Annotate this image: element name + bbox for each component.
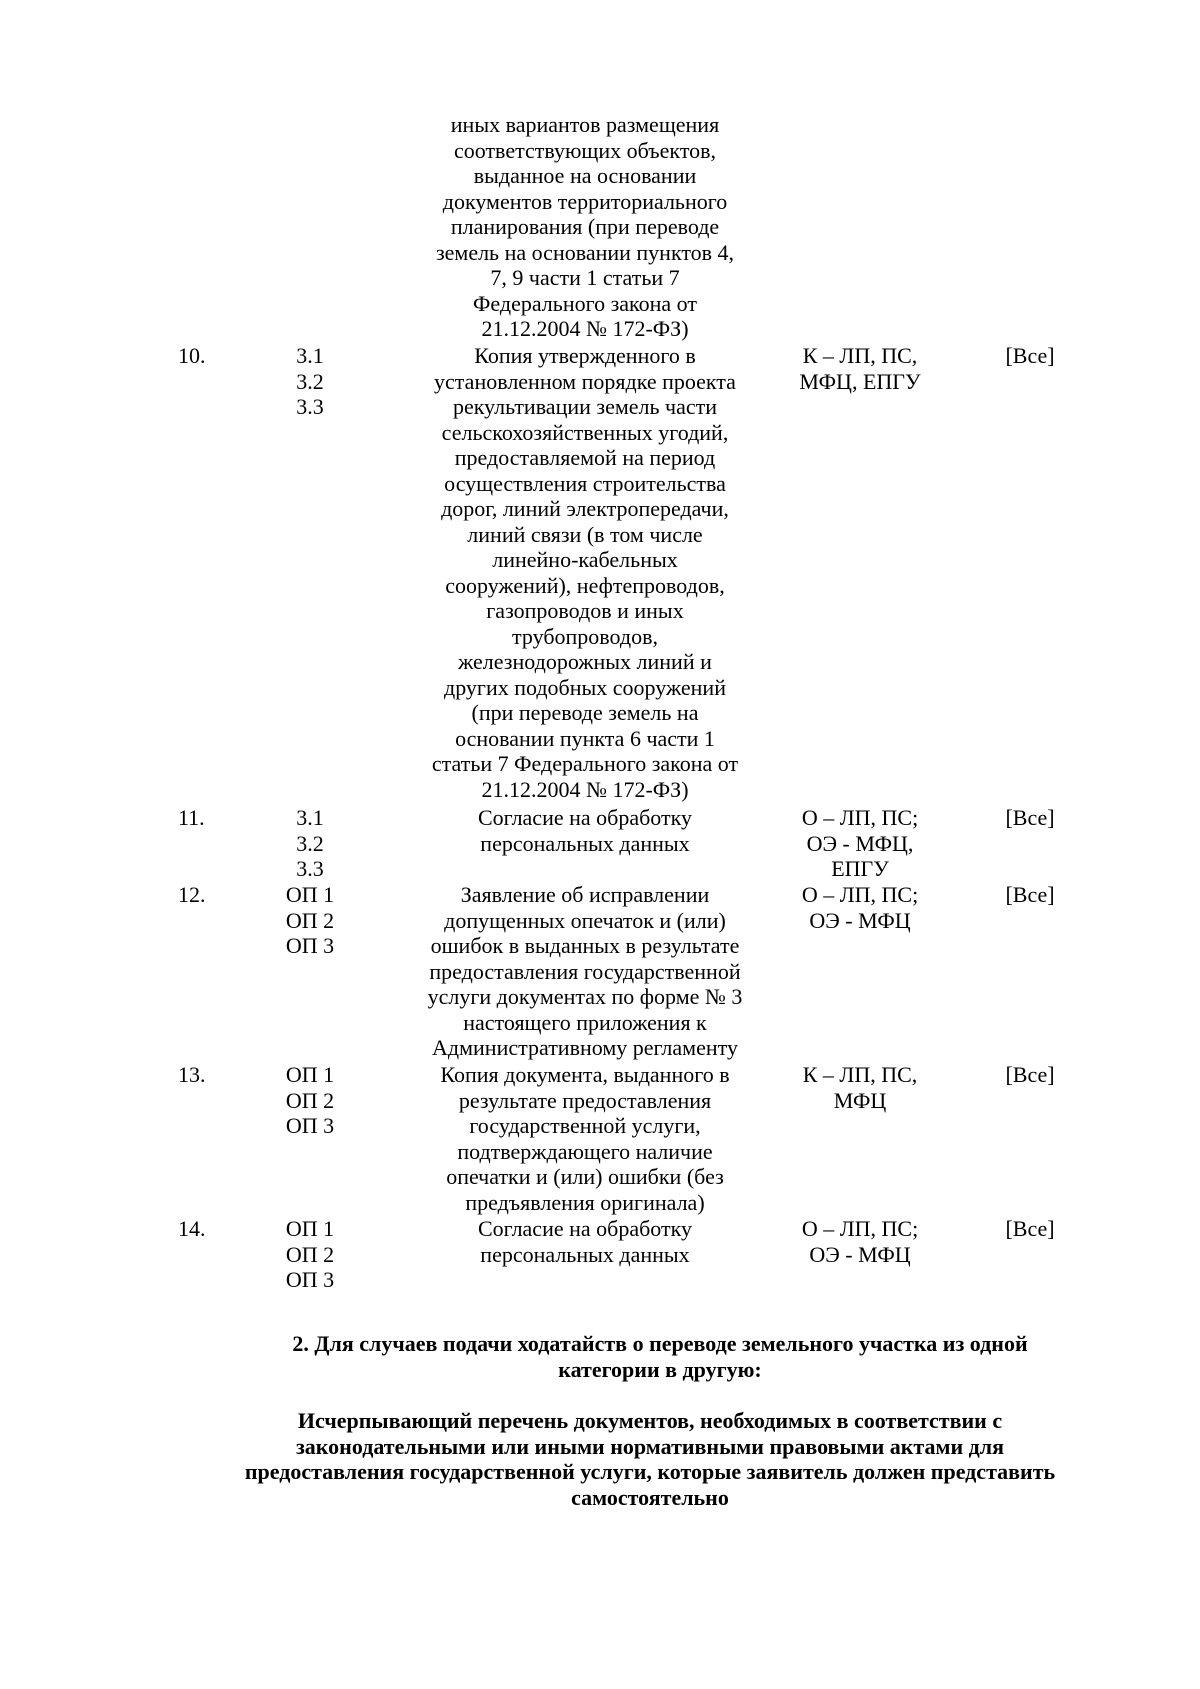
row-category: [Все]: [1005, 1216, 1055, 1241]
row-number: 13.: [178, 1062, 206, 1087]
row-codes: ОП 1 ОП 2 ОП 3: [285, 1216, 335, 1292]
row-codes: 3.1 3.2 3.3: [296, 805, 324, 881]
row-codes: 3.1 3.2 3.3: [296, 343, 324, 419]
row-submission-form: О – ЛП, ПС; ОЭ - МФЦ: [801, 882, 919, 933]
section-subheading: Исчерпывающий перечень документов, необходимых в соответствии с законодательными или иными нормативными правовыми актами для предоставления государственной услуги, которые заявитель должен представить самостоятельно: [244, 1408, 1056, 1510]
row-number: 11.: [178, 805, 205, 830]
row-number: 12.: [178, 882, 206, 907]
row-submission-form: О – ЛП, ПС; ОЭ - МФЦ, ЕПГУ: [801, 805, 919, 881]
row-document: Заявление об исправлении допущенных опечаток и (или) ошибок в выданных в результате предоставления государственной услуги документах по форме № 3 настоящего приложения к Административному регламенту: [427, 882, 743, 1060]
row-codes: ОП 1 ОП 2 ОП 3: [285, 882, 335, 958]
row-document: Согласие на обработку персональных данных: [477, 805, 693, 856]
continuation-text: иных вариантов размещения соответствующих объектов, выданное на основании документов территориального планирования (при переводе земель на основании пунктов 4, 7, 9 части 1 статьи 7 Федерального закона от 21.12.2004 № 172-ФЗ): [435, 112, 735, 341]
section-heading: 2. Для случаев подачи ходатайств о переводе земельного участка из одной категории в другую:: [292, 1331, 1028, 1382]
row-codes: ОП 1 ОП 2 ОП 3: [285, 1062, 335, 1138]
row-category: [Все]: [1005, 343, 1055, 368]
row-category: [Все]: [1005, 882, 1055, 907]
row-document: Согласие на обработку персональных данных: [477, 1216, 693, 1267]
row-document: Копия документа, выданного в результате предоставления государственной услуги, подтверждающего наличие опечатки и (или) ошибки (без предъявления оригинала): [440, 1062, 730, 1215]
row-submission-form: О – ЛП, ПС; ОЭ - МФЦ: [801, 1216, 919, 1267]
row-number: 10.: [178, 343, 206, 368]
row-submission-form: К – ЛП, ПС, МФЦ, ЕПГУ: [799, 343, 921, 394]
row-number: 14.: [178, 1216, 206, 1241]
row-category: [Все]: [1005, 805, 1055, 830]
row-document: Копия утвержденного в установленном порядке проекта рекультивации земель части сельскохозяйственных угодий, предоставляемой на период осуществления строительства дорог, линий электропередачи, линий связи (в том числе линейно-кабельных сооружений), нефтепроводов, газопроводов и иных трубопроводов, железнодорожных линий и других подобных сооружений (при переводе земель на основании пункта 6 части 1 статьи 7 Федерального закона от 21.12.2004 № 172-ФЗ): [431, 343, 739, 802]
row-submission-form: К – ЛП, ПС, МФЦ: [802, 1062, 918, 1113]
row-category: [Все]: [1005, 1062, 1055, 1087]
